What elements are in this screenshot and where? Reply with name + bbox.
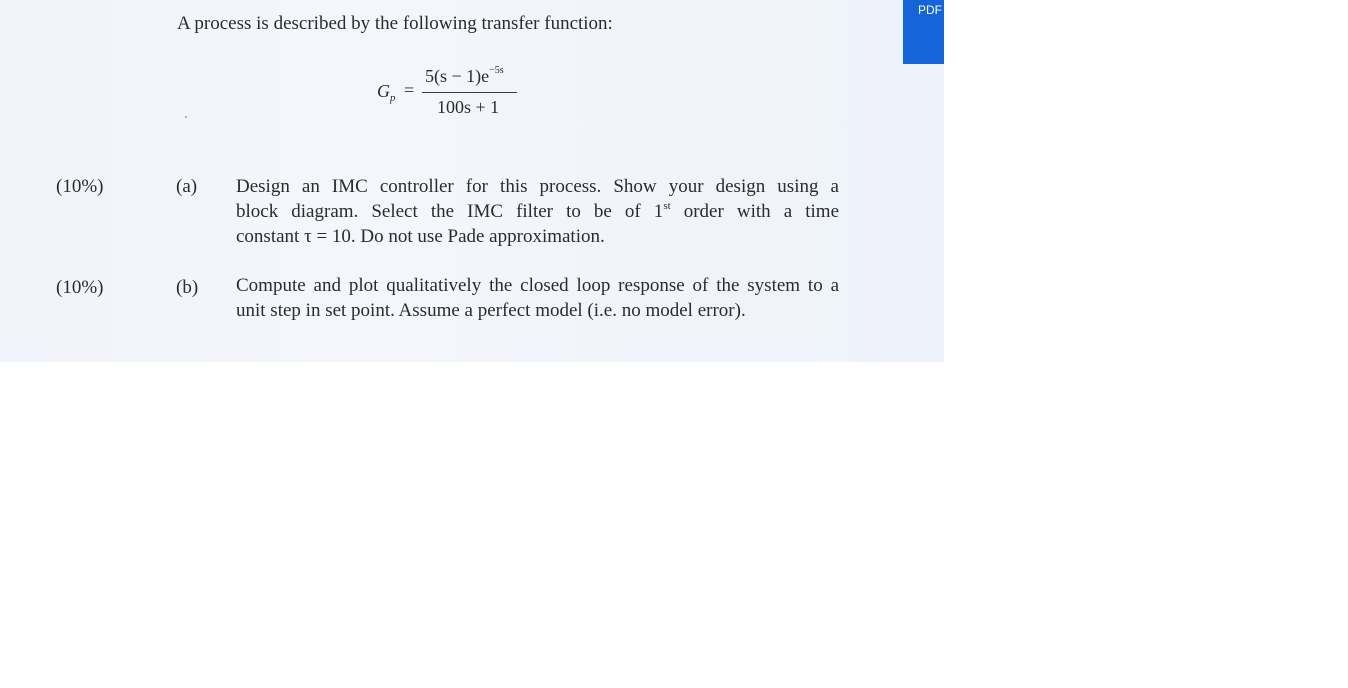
question-b-line-1: Compute and plot qualitatively the closed loop response of the system to a bbox=[236, 275, 839, 296]
question-b-line-2: unit step in set point. Assume a perfect model (i.e. no model error). bbox=[236, 300, 746, 321]
scanned-document-page bbox=[0, 0, 944, 362]
question-a-line-3: constant τ = 10. Do not use Pade approximation. bbox=[236, 226, 605, 247]
question-a-text bbox=[236, 174, 839, 249]
fraction-bar bbox=[422, 92, 517, 93]
question-a-weight: (10%) bbox=[56, 176, 104, 197]
question-a-line-2: block diagram. Select the IMC filter to be of 1st order with a time bbox=[236, 200, 840, 222]
question-a-label: (a) bbox=[176, 176, 198, 197]
equation-denominator: 100s + 1 bbox=[437, 97, 500, 117]
intro-text: A process is described by the following transfer function: bbox=[177, 13, 613, 34]
ordinal-superscript: st bbox=[663, 200, 671, 212]
equation-equals-sign: = bbox=[404, 80, 415, 100]
scan-speck bbox=[185, 116, 187, 118]
question-b-label: (b) bbox=[176, 277, 199, 298]
question-b-text bbox=[236, 273, 839, 323]
question-a-line-1: Design an IMC controller for this process. Show your design using a bbox=[236, 176, 839, 197]
equation-numerator: $5(s - 1)e^{-5s}$ bbox=[425, 65, 504, 86]
equation-exponent: −5s bbox=[489, 65, 504, 76]
equation-lhs-subscript: p bbox=[390, 92, 396, 104]
equation-lhs: $G_p$ bbox=[377, 81, 396, 104]
question-b-weight: (10%) bbox=[56, 277, 104, 298]
pdf-button[interactable]: PDF bbox=[903, 0, 944, 64]
